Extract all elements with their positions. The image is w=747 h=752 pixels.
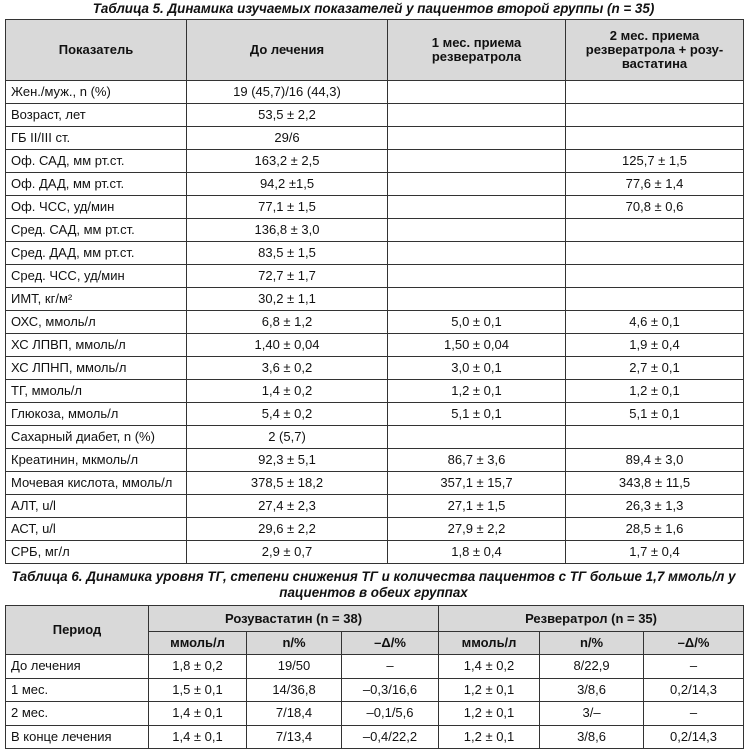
table5-row-label: АСТ, u/l — [6, 518, 187, 541]
table5-row — [6, 334, 744, 357]
table5-row — [6, 541, 744, 564]
table5-cell — [388, 150, 566, 173]
table5-cell: 2,9 ± 0,7 — [187, 541, 388, 564]
table6-cell: 19/50 — [247, 655, 342, 679]
table6-row — [6, 678, 744, 702]
table5-cell: 1,9 ± 0,4 — [566, 334, 744, 357]
table5-header-row — [6, 20, 744, 81]
table6-cell: 1,2 ± 0,1 — [439, 702, 540, 726]
table5-cell: 19 (45,7)/16 (44,3) — [187, 81, 388, 104]
table5-row-label: Креатинин, мкмоль/л — [6, 449, 187, 472]
table5-cell — [388, 219, 566, 242]
table6-cell: 1,8 ± 0,2 — [149, 655, 247, 679]
table5-row-label: ИМТ, кг/м² — [6, 288, 187, 311]
table5-cell — [388, 104, 566, 127]
table6-caption: Таблица 6. Динамика уровня ТГ, степени снижения ТГ и количества пациентов с ТГ больше 1,7 ммоль/л у пациентов в обеих группах — [11, 569, 736, 600]
table5-cell — [388, 288, 566, 311]
table6-period-label: 1 мес. — [6, 678, 149, 702]
table5-row-label: Мочевая кислота, ммоль/л — [6, 472, 187, 495]
table6 — [5, 605, 744, 749]
table6-header-period: Период — [6, 606, 149, 655]
table5-cell: 3,6 ± 0,2 — [187, 357, 388, 380]
table5-row — [6, 150, 744, 173]
table5-cell: 94,2 ±1,5 — [187, 173, 388, 196]
table5-cell — [566, 288, 744, 311]
table5-cell — [388, 127, 566, 150]
table5-row — [6, 380, 744, 403]
table5-cell — [566, 219, 744, 242]
table5-cell: 77,6 ± 1,4 — [566, 173, 744, 196]
table6-period-label: В конце лечения — [6, 725, 149, 749]
table6-row — [6, 655, 744, 679]
table5-cell: 125,7 ± 1,5 — [566, 150, 744, 173]
table6-cell: 14/36,8 — [247, 678, 342, 702]
table6-cell: 0,2/14,3 — [644, 725, 744, 749]
table6-header-row — [6, 606, 744, 632]
table5-row-label: Сред. САД, мм рт.ст. — [6, 219, 187, 242]
table5-row-label: Глюкоза, ммоль/л — [6, 403, 187, 426]
table6-subheader: –Δ/% — [644, 632, 744, 655]
table5-row — [6, 357, 744, 380]
table5-row-label: Возраст, лет — [6, 104, 187, 127]
table5-cell: 30,2 ± 1,1 — [187, 288, 388, 311]
table6-subheader: n/% — [247, 632, 342, 655]
table5-cell: 29,6 ± 2,2 — [187, 518, 388, 541]
table6-cell: 3/– — [540, 702, 644, 726]
table6-cell: 0,2/14,3 — [644, 678, 744, 702]
table5-header-1month: 1 мес. приема резвератрола — [388, 20, 566, 81]
table5-cell — [566, 81, 744, 104]
table6-cell: 1,2 ± 0,1 — [439, 678, 540, 702]
table5-cell — [388, 265, 566, 288]
table5-row — [6, 196, 744, 219]
table5-cell: 1,2 ± 0,1 — [566, 380, 744, 403]
table6-cell: –0,1/5,6 — [342, 702, 439, 726]
table5-row — [6, 449, 744, 472]
table5-cell: 92,3 ± 5,1 — [187, 449, 388, 472]
table6-cell: 7/18,4 — [247, 702, 342, 726]
table6-cell: 1,5 ± 0,1 — [149, 678, 247, 702]
table6-cell: – — [644, 702, 744, 726]
table6-subheader: n/% — [540, 632, 644, 655]
table5-row-label: Сред. ДАД, мм рт.ст. — [6, 242, 187, 265]
table5-row — [6, 403, 744, 426]
table5-row-label: Оф. САД, мм рт.ст. — [6, 150, 187, 173]
table5-cell: 27,4 ± 2,3 — [187, 495, 388, 518]
table6-row — [6, 702, 744, 726]
table5-row-label: Оф. ДАД, мм рт.ст. — [6, 173, 187, 196]
table5-cell: 1,8 ± 0,4 — [388, 541, 566, 564]
table5-row — [6, 242, 744, 265]
table5-cell — [388, 173, 566, 196]
table6-cell: 7/13,4 — [247, 725, 342, 749]
table5-row — [6, 173, 744, 196]
table5-cell: 29/6 — [187, 127, 388, 150]
table5-row-label: ХС ЛПВП, ммоль/л — [6, 334, 187, 357]
table5-row — [6, 518, 744, 541]
table5-cell: 27,9 ± 2,2 — [388, 518, 566, 541]
table5-cell: 2 (5,7) — [187, 426, 388, 449]
table5-cell: 26,3 ± 1,3 — [566, 495, 744, 518]
table6-header-rosuvastatin: Розувастатин (n = 38) — [149, 606, 439, 632]
table5-cell — [566, 426, 744, 449]
table5-cell: 86,7 ± 3,6 — [388, 449, 566, 472]
table6-header-resveratrol: Резвератрол (n = 35) — [439, 606, 744, 632]
table6-subheader: ммоль/л — [439, 632, 540, 655]
table5-cell: 5,4 ± 0,2 — [187, 403, 388, 426]
table6-cell: 1,4 ± 0,1 — [149, 702, 247, 726]
table5-row — [6, 495, 744, 518]
table5-row-label: ГБ II/III ст. — [6, 127, 187, 150]
table5-cell: 343,8 ± 11,5 — [566, 472, 744, 495]
table5-cell: 1,7 ± 0,4 — [566, 541, 744, 564]
table5-cell: 70,8 ± 0,6 — [566, 196, 744, 219]
table6-cell: 8/22,9 — [540, 655, 644, 679]
table6-cell: – — [644, 655, 744, 679]
table5-row-label: АЛТ, u/l — [6, 495, 187, 518]
table5-header-before: До лечения — [187, 20, 388, 81]
table5-cell — [388, 242, 566, 265]
table5-header-2month: 2 мес. приема резвератрола + розу-вастатина — [566, 20, 744, 81]
table5-row — [6, 81, 744, 104]
table6-cell: –0,4/22,2 — [342, 725, 439, 749]
table6-cell: 3/8,6 — [540, 725, 644, 749]
table5-cell: 72,7 ± 1,7 — [187, 265, 388, 288]
table5-row-label: ХС ЛПНП, ммоль/л — [6, 357, 187, 380]
table5-cell — [388, 426, 566, 449]
table5-caption: Таблица 5. Динамика изучаемых показателей у пациентов второй группы (n = 35) — [92, 1, 655, 16]
table6-period-label: 2 мес. — [6, 702, 149, 726]
table6-cell: 1,4 ± 0,1 — [149, 725, 247, 749]
table5-cell: 1,40 ± 0,04 — [187, 334, 388, 357]
table5-cell: 83,5 ± 1,5 — [187, 242, 388, 265]
table6-cell: 3/8,6 — [540, 678, 644, 702]
table5-row — [6, 288, 744, 311]
table5-cell: 3,0 ± 0,1 — [388, 357, 566, 380]
table5-cell — [566, 242, 744, 265]
table5-cell: 5,0 ± 0,1 — [388, 311, 566, 334]
table5-row-label: Жен./муж., n (%) — [6, 81, 187, 104]
table6-cell: 1,2 ± 0,1 — [439, 725, 540, 749]
table5-row — [6, 127, 744, 150]
table5-row-label: ТГ, ммоль/л — [6, 380, 187, 403]
table5-cell: 1,2 ± 0,1 — [388, 380, 566, 403]
table5-row-label: СРБ, мг/л — [6, 541, 187, 564]
table5-row-label: Сахарный диабет, n (%) — [6, 426, 187, 449]
table5-row-label: Сред. ЧСС, уд/мин — [6, 265, 187, 288]
table5-cell: 357,1 ± 15,7 — [388, 472, 566, 495]
table5-row — [6, 426, 744, 449]
table5-cell: 1,4 ± 0,2 — [187, 380, 388, 403]
table5-cell — [566, 104, 744, 127]
table5-cell — [566, 127, 744, 150]
table5-header-indicator: Показатель — [6, 20, 187, 81]
table5-row — [6, 472, 744, 495]
table5-cell — [388, 81, 566, 104]
table5-cell: 5,1 ± 0,1 — [566, 403, 744, 426]
table6-subheader: ммоль/л — [149, 632, 247, 655]
table6-period-label: До лечения — [6, 655, 149, 679]
table5-row-label: ОХС, ммоль/л — [6, 311, 187, 334]
table5-cell: 27,1 ± 1,5 — [388, 495, 566, 518]
table6-subheader: –Δ/% — [342, 632, 439, 655]
table5-row — [6, 104, 744, 127]
table5-cell: 136,8 ± 3,0 — [187, 219, 388, 242]
table5-cell: 28,5 ± 1,6 — [566, 518, 744, 541]
table5 — [5, 19, 744, 564]
table5-row — [6, 311, 744, 334]
table6-row — [6, 725, 744, 749]
table5-cell: 1,50 ± 0,04 — [388, 334, 566, 357]
table6-cell: – — [342, 655, 439, 679]
table6-cell: 1,4 ± 0,2 — [439, 655, 540, 679]
table6-cell: –0,3/16,6 — [342, 678, 439, 702]
table5-row — [6, 219, 744, 242]
table5-cell: 163,2 ± 2,5 — [187, 150, 388, 173]
table5-cell: 77,1 ± 1,5 — [187, 196, 388, 219]
table5-cell: 2,7 ± 0,1 — [566, 357, 744, 380]
table5-row — [6, 265, 744, 288]
table5-cell: 6,8 ± 1,2 — [187, 311, 388, 334]
table5-cell — [566, 265, 744, 288]
table5-cell: 5,1 ± 0,1 — [388, 403, 566, 426]
table5-cell: 4,6 ± 0,1 — [566, 311, 744, 334]
table5-cell — [388, 196, 566, 219]
table5-cell: 53,5 ± 2,2 — [187, 104, 388, 127]
table5-row-label: Оф. ЧСС, уд/мин — [6, 196, 187, 219]
table5-cell: 89,4 ± 3,0 — [566, 449, 744, 472]
table5-cell: 378,5 ± 18,2 — [187, 472, 388, 495]
